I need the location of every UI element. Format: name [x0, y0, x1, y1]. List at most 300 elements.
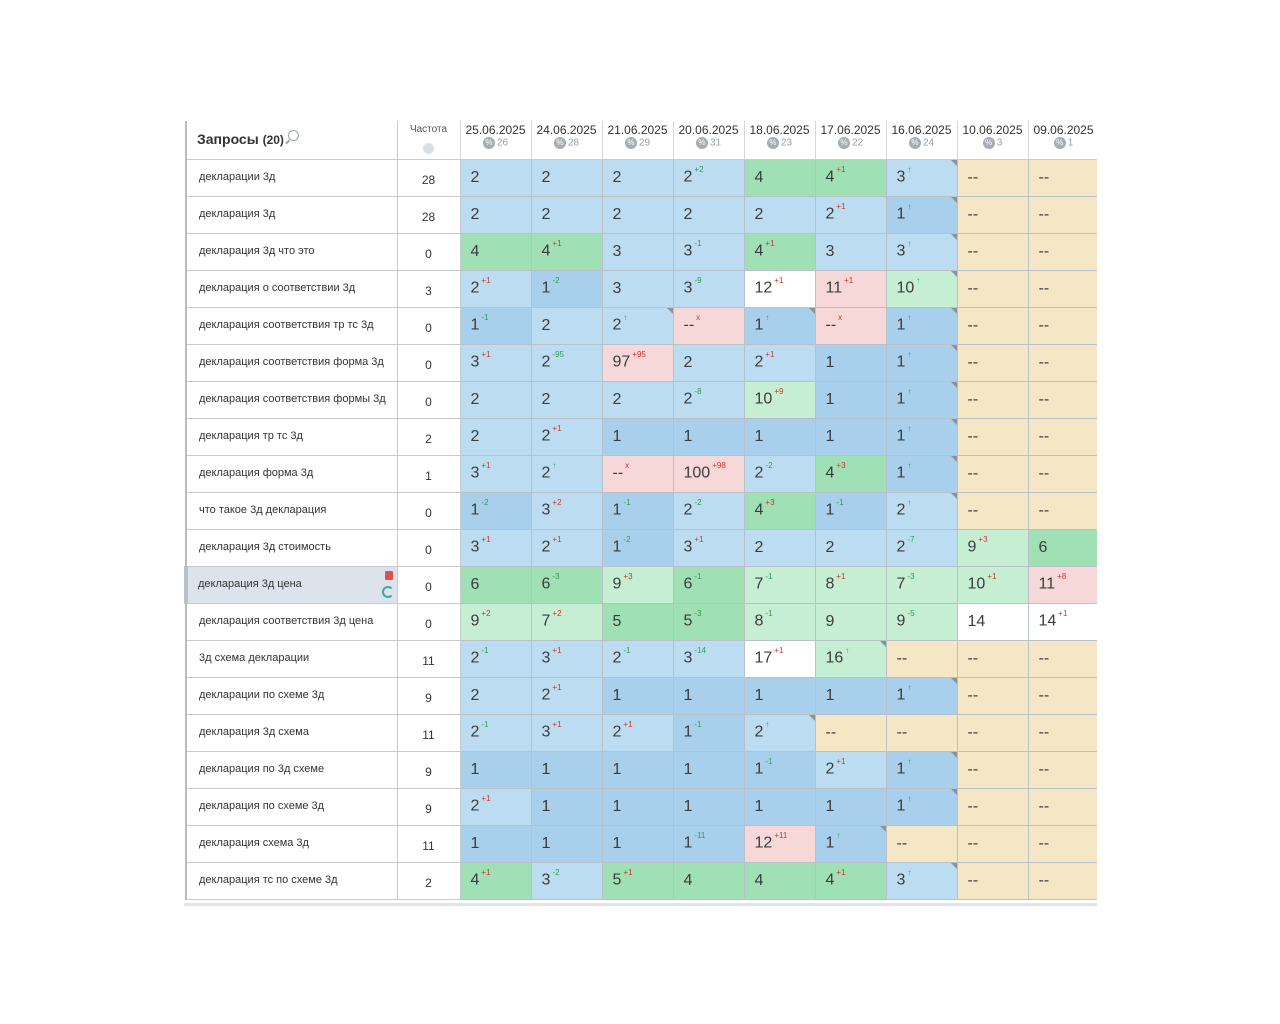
- frequency-header[interactable]: [397, 121, 460, 159]
- position-cell[interactable]: [673, 418, 744, 455]
- position-cell[interactable]: [673, 233, 744, 270]
- position-cell[interactable]: [957, 196, 1028, 233]
- query-cell[interactable]: [186, 418, 397, 455]
- position-value: 1: [896, 686, 906, 704]
- position-cell[interactable]: [886, 270, 957, 307]
- position-value: 5: [612, 871, 622, 889]
- position-value: 4: [470, 871, 480, 889]
- date-label: 25.06.2025: [465, 123, 526, 137]
- position-cell[interactable]: [957, 714, 1028, 751]
- position-cell[interactable]: [957, 788, 1028, 825]
- position-change: ↑: [765, 720, 770, 730]
- trash-icon[interactable]: [385, 571, 393, 580]
- position-value: --: [967, 686, 979, 704]
- position-value: 2: [754, 464, 764, 482]
- percent-icon: %: [767, 137, 779, 149]
- position-cell[interactable]: [673, 270, 744, 307]
- position-cell[interactable]: [531, 233, 602, 270]
- note-corner-marker: [667, 308, 673, 314]
- table-row: [186, 677, 1097, 714]
- position-cell[interactable]: [602, 418, 673, 455]
- position-cell[interactable]: [744, 677, 815, 714]
- position-cell[interactable]: [957, 492, 1028, 529]
- position-change: +1: [987, 572, 997, 582]
- position-value: 14: [967, 612, 986, 630]
- position-cell[interactable]: [744, 714, 815, 751]
- position-cell[interactable]: [886, 455, 957, 492]
- table-row: [186, 418, 1097, 455]
- position-value: 3: [896, 242, 906, 260]
- position-change: ↑: [845, 646, 850, 656]
- position-cell[interactable]: [673, 455, 744, 492]
- query-cell[interactable]: [186, 566, 397, 603]
- position-cell[interactable]: [957, 677, 1028, 714]
- position-cell[interactable]: [460, 270, 531, 307]
- position-cell[interactable]: [531, 566, 602, 603]
- position-cell[interactable]: [673, 788, 744, 825]
- position-value: 3: [896, 168, 906, 186]
- position-cell[interactable]: [460, 714, 531, 751]
- position-cell[interactable]: [673, 677, 744, 714]
- position-cell[interactable]: [886, 233, 957, 270]
- position-cell[interactable]: [531, 492, 602, 529]
- position-value: 9: [967, 538, 977, 556]
- position-change: +1: [836, 202, 846, 212]
- position-value: 2: [470, 686, 480, 704]
- position-cell[interactable]: [673, 566, 744, 603]
- position-cell[interactable]: [1028, 159, 1097, 196]
- position-cell[interactable]: [673, 603, 744, 640]
- position-value: --: [1038, 686, 1050, 704]
- position-cell[interactable]: [886, 529, 957, 566]
- position-cell[interactable]: [673, 529, 744, 566]
- position-cell[interactable]: [460, 418, 531, 455]
- position-cell[interactable]: [744, 455, 815, 492]
- table-row: [186, 270, 1097, 307]
- position-cell[interactable]: [673, 862, 744, 899]
- query-text: декларация схема 3д: [199, 837, 309, 849]
- position-cell[interactable]: [602, 492, 673, 529]
- position-cell[interactable]: [815, 492, 886, 529]
- position-cell[interactable]: [602, 381, 673, 418]
- query-cell[interactable]: [186, 159, 397, 196]
- position-value: 4: [470, 242, 480, 260]
- frequency-cell: 28: [397, 196, 460, 233]
- position-cell[interactable]: [531, 714, 602, 751]
- position-cell[interactable]: [744, 307, 815, 344]
- position-cell[interactable]: [531, 751, 602, 788]
- position-cell[interactable]: [602, 640, 673, 677]
- position-change: +1: [623, 720, 633, 730]
- position-cell[interactable]: [460, 751, 531, 788]
- position-cell[interactable]: [602, 307, 673, 344]
- position-cell[interactable]: [1028, 714, 1097, 751]
- position-cell[interactable]: [602, 529, 673, 566]
- position-cell[interactable]: [957, 418, 1028, 455]
- position-cell[interactable]: [886, 196, 957, 233]
- position-cell[interactable]: [886, 714, 957, 751]
- position-value: 2: [470, 390, 480, 408]
- date-column-header[interactable]: [460, 121, 531, 159]
- position-cell[interactable]: [460, 862, 531, 899]
- position-cell[interactable]: [673, 714, 744, 751]
- position-cell[interactable]: [1028, 233, 1097, 270]
- position-cell[interactable]: [460, 233, 531, 270]
- position-cell[interactable]: [815, 344, 886, 381]
- query-cell[interactable]: [186, 862, 397, 899]
- position-cell[interactable]: [460, 788, 531, 825]
- position-cell[interactable]: [886, 344, 957, 381]
- position-cell[interactable]: [886, 159, 957, 196]
- position-cell[interactable]: [531, 603, 602, 640]
- position-cell[interactable]: [815, 862, 886, 899]
- position-cell[interactable]: [744, 751, 815, 788]
- position-cell[interactable]: [886, 603, 957, 640]
- position-value: --: [1038, 760, 1050, 778]
- percent-icon: %: [554, 137, 566, 149]
- position-cell[interactable]: [673, 159, 744, 196]
- position-cell[interactable]: [957, 603, 1028, 640]
- position-cell[interactable]: [531, 788, 602, 825]
- position-cell[interactable]: [1028, 381, 1097, 418]
- position-cell[interactable]: [744, 381, 815, 418]
- position-value: 7: [896, 575, 906, 593]
- position-cell[interactable]: [673, 751, 744, 788]
- position-value: 1: [825, 353, 835, 371]
- position-cell[interactable]: [957, 825, 1028, 862]
- position-cell[interactable]: [460, 492, 531, 529]
- position-cell[interactable]: [815, 381, 886, 418]
- date-column-header[interactable]: [602, 121, 673, 159]
- position-value: 10: [896, 279, 915, 297]
- position-cell[interactable]: [1028, 862, 1097, 899]
- position-change: +1: [836, 572, 846, 582]
- position-cell[interactable]: [744, 788, 815, 825]
- position-value: 1: [825, 427, 835, 445]
- position-cell[interactable]: [531, 307, 602, 344]
- frequency-cell: 2: [397, 418, 460, 455]
- position-change: +1: [552, 424, 562, 434]
- position-cell[interactable]: [531, 455, 602, 492]
- queries-header[interactable]: [186, 121, 397, 159]
- position-cell[interactable]: [1028, 307, 1097, 344]
- position-change: -1: [765, 757, 773, 767]
- position-cell[interactable]: [460, 529, 531, 566]
- position-value: --: [1038, 649, 1050, 667]
- position-cell[interactable]: [531, 196, 602, 233]
- position-cell[interactable]: [744, 196, 815, 233]
- position-value: 2: [683, 390, 693, 408]
- position-cell[interactable]: [1028, 677, 1097, 714]
- position-cell[interactable]: [673, 344, 744, 381]
- position-cell[interactable]: [602, 270, 673, 307]
- position-cell[interactable]: [815, 159, 886, 196]
- position-cell[interactable]: [815, 640, 886, 677]
- position-change: x: [838, 313, 843, 323]
- date-column-header[interactable]: [957, 121, 1028, 159]
- position-value: 6: [470, 575, 480, 593]
- position-cell[interactable]: [957, 455, 1028, 492]
- frequency-cell: 0: [397, 529, 460, 566]
- position-value: 2: [470, 427, 480, 445]
- position-value: 2: [825, 205, 835, 223]
- position-cell[interactable]: [957, 344, 1028, 381]
- position-cell[interactable]: [531, 381, 602, 418]
- position-cell[interactable]: [460, 640, 531, 677]
- position-cell[interactable]: [602, 677, 673, 714]
- position-value: 12: [754, 834, 773, 852]
- position-cell[interactable]: [815, 529, 886, 566]
- position-cell[interactable]: [815, 307, 886, 344]
- position-value: 3: [683, 242, 693, 260]
- query-cell[interactable]: [186, 492, 397, 529]
- position-cell[interactable]: [531, 677, 602, 714]
- date-column-header[interactable]: [1028, 121, 1097, 159]
- query-cell[interactable]: [186, 825, 397, 862]
- position-cell[interactable]: [602, 196, 673, 233]
- position-value: --: [1038, 797, 1050, 815]
- position-value: 1: [683, 760, 693, 778]
- position-cell[interactable]: [460, 825, 531, 862]
- position-cell[interactable]: [531, 159, 602, 196]
- position-cell[interactable]: [460, 381, 531, 418]
- position-cell[interactable]: [815, 270, 886, 307]
- position-value: 6: [541, 575, 551, 593]
- query-cell[interactable]: [186, 603, 397, 640]
- position-cell[interactable]: [744, 418, 815, 455]
- position-change: +1: [765, 239, 775, 249]
- position-cell[interactable]: [957, 640, 1028, 677]
- position-change: -1: [765, 609, 773, 619]
- date-column-header[interactable]: [815, 121, 886, 159]
- position-cell[interactable]: [957, 862, 1028, 899]
- query-text: декларации 3д: [199, 171, 276, 183]
- position-cell[interactable]: [886, 381, 957, 418]
- date-column-header[interactable]: [886, 121, 957, 159]
- position-cell[interactable]: [886, 751, 957, 788]
- position-cell[interactable]: [602, 566, 673, 603]
- position-cell[interactable]: [744, 640, 815, 677]
- position-cell[interactable]: [957, 566, 1028, 603]
- query-cell[interactable]: [186, 640, 397, 677]
- position-cell[interactable]: [815, 455, 886, 492]
- position-cell[interactable]: [744, 566, 815, 603]
- position-cell[interactable]: [957, 529, 1028, 566]
- position-cell[interactable]: [886, 640, 957, 677]
- position-cell[interactable]: [460, 603, 531, 640]
- position-cell[interactable]: [886, 862, 957, 899]
- position-value: 1: [825, 390, 835, 408]
- position-cell[interactable]: [744, 270, 815, 307]
- position-cell[interactable]: [744, 233, 815, 270]
- query-cell[interactable]: [186, 677, 397, 714]
- note-corner-marker: [809, 715, 815, 721]
- position-cell[interactable]: [744, 603, 815, 640]
- position-cell[interactable]: [602, 825, 673, 862]
- query-cell[interactable]: [186, 529, 397, 566]
- position-cell[interactable]: [957, 307, 1028, 344]
- position-cell[interactable]: [815, 196, 886, 233]
- position-cell[interactable]: [602, 233, 673, 270]
- position-cell[interactable]: [531, 418, 602, 455]
- position-cell[interactable]: [531, 825, 602, 862]
- position-value: 2: [541, 353, 551, 371]
- date-column-header[interactable]: [531, 121, 602, 159]
- query-cell[interactable]: [186, 344, 397, 381]
- position-cell[interactable]: [602, 159, 673, 196]
- position-cell[interactable]: [460, 196, 531, 233]
- query-cell[interactable]: [186, 233, 397, 270]
- position-cell[interactable]: [1028, 788, 1097, 825]
- position-value: 9: [825, 612, 835, 630]
- position-cell[interactable]: [1028, 492, 1097, 529]
- position-cell[interactable]: [1028, 603, 1097, 640]
- position-cell[interactable]: [673, 307, 744, 344]
- position-value: --: [896, 723, 908, 741]
- query-cell[interactable]: [186, 307, 397, 344]
- position-cell[interactable]: [744, 159, 815, 196]
- position-cell[interactable]: [531, 270, 602, 307]
- query-cell[interactable]: [186, 196, 397, 233]
- position-cell[interactable]: [815, 825, 886, 862]
- frequency-cell: 2: [397, 862, 460, 899]
- position-change: +9: [774, 387, 784, 397]
- position-cell[interactable]: [815, 714, 886, 751]
- position-cell[interactable]: [886, 307, 957, 344]
- date-subinfo: [958, 137, 1028, 150]
- position-cell[interactable]: [1028, 751, 1097, 788]
- position-cell[interactable]: [957, 751, 1028, 788]
- query-cell[interactable]: [186, 270, 397, 307]
- position-cell[interactable]: [1028, 566, 1097, 603]
- position-cell[interactable]: [886, 492, 957, 529]
- position-cell[interactable]: [815, 418, 886, 455]
- position-cell[interactable]: [531, 529, 602, 566]
- header-row: [186, 121, 1097, 159]
- position-value: 3: [470, 353, 480, 371]
- position-cell[interactable]: [957, 381, 1028, 418]
- note-corner-marker: [951, 345, 957, 351]
- position-value: 1: [683, 723, 693, 741]
- position-cell[interactable]: [673, 825, 744, 862]
- position-cell[interactable]: [744, 825, 815, 862]
- position-cell[interactable]: [744, 344, 815, 381]
- query-cell[interactable]: [186, 788, 397, 825]
- position-cell[interactable]: [744, 492, 815, 529]
- position-cell[interactable]: [460, 566, 531, 603]
- position-cell[interactable]: [815, 603, 886, 640]
- position-value: 2: [541, 205, 551, 223]
- position-cell[interactable]: [1028, 455, 1097, 492]
- query-cell[interactable]: [186, 381, 397, 418]
- position-cell[interactable]: [460, 677, 531, 714]
- position-value: 9: [470, 612, 480, 630]
- position-change: +1: [481, 276, 491, 286]
- position-change: -14: [694, 646, 706, 656]
- position-change: +1: [552, 683, 562, 693]
- position-cell[interactable]: [815, 788, 886, 825]
- position-value: 17: [754, 649, 773, 667]
- position-change: +1: [836, 757, 846, 767]
- position-cell[interactable]: [1028, 344, 1097, 381]
- position-change: -2: [481, 498, 489, 508]
- position-cell[interactable]: [744, 529, 815, 566]
- position-cell[interactable]: [460, 344, 531, 381]
- position-cell[interactable]: [602, 751, 673, 788]
- date-column-header[interactable]: [744, 121, 815, 159]
- position-cell[interactable]: [1028, 529, 1097, 566]
- position-cell[interactable]: [815, 566, 886, 603]
- position-cell[interactable]: [744, 862, 815, 899]
- position-value: --: [967, 242, 979, 260]
- position-cell[interactable]: [957, 270, 1028, 307]
- query-cell[interactable]: [186, 714, 397, 751]
- refresh-icon[interactable]: [382, 586, 394, 598]
- position-value: 2: [470, 649, 480, 667]
- position-cell[interactable]: [531, 344, 602, 381]
- position-value: 1: [541, 834, 551, 852]
- position-change: +1: [774, 276, 784, 286]
- position-cell[interactable]: [957, 159, 1028, 196]
- position-value: --: [896, 649, 908, 667]
- position-value: --: [683, 316, 695, 334]
- position-cell[interactable]: [886, 677, 957, 714]
- query-cell[interactable]: [186, 455, 397, 492]
- search-icon[interactable]: [288, 130, 299, 141]
- position-cell[interactable]: [602, 788, 673, 825]
- position-cell[interactable]: [673, 492, 744, 529]
- position-cell[interactable]: [602, 862, 673, 899]
- position-cell[interactable]: [886, 788, 957, 825]
- position-cell[interactable]: [815, 677, 886, 714]
- query-cell[interactable]: [186, 751, 397, 788]
- position-cell[interactable]: [602, 603, 673, 640]
- position-cell[interactable]: [460, 159, 531, 196]
- position-cell[interactable]: [1028, 270, 1097, 307]
- position-cell[interactable]: [673, 381, 744, 418]
- position-change: -1: [836, 498, 844, 508]
- table-row: [186, 529, 1097, 566]
- position-cell[interactable]: [602, 344, 673, 381]
- position-cell[interactable]: [1028, 196, 1097, 233]
- frequency-cell: 0: [397, 492, 460, 529]
- position-cell[interactable]: [957, 233, 1028, 270]
- position-cell[interactable]: [1028, 640, 1097, 677]
- table-row: [186, 492, 1097, 529]
- frequency-cell: 1: [397, 455, 460, 492]
- position-cell[interactable]: [602, 714, 673, 751]
- percent-icon: %: [909, 137, 921, 149]
- position-cell[interactable]: [886, 418, 957, 455]
- position-change: -8: [694, 387, 702, 397]
- position-value: 1: [541, 760, 551, 778]
- position-cell[interactable]: [460, 455, 531, 492]
- frequency-cell: 11: [397, 640, 460, 677]
- position-cell[interactable]: [815, 233, 886, 270]
- date-column-header[interactable]: [673, 121, 744, 159]
- position-cell[interactable]: [886, 566, 957, 603]
- position-cell[interactable]: [1028, 418, 1097, 455]
- position-cell[interactable]: [815, 751, 886, 788]
- position-cell[interactable]: [1028, 825, 1097, 862]
- position-cell[interactable]: [460, 307, 531, 344]
- position-cell[interactable]: [602, 455, 673, 492]
- position-cell[interactable]: [531, 640, 602, 677]
- position-cell[interactable]: [673, 196, 744, 233]
- position-cell[interactable]: [673, 640, 744, 677]
- position-cell[interactable]: [886, 825, 957, 862]
- position-cell[interactable]: [531, 862, 602, 899]
